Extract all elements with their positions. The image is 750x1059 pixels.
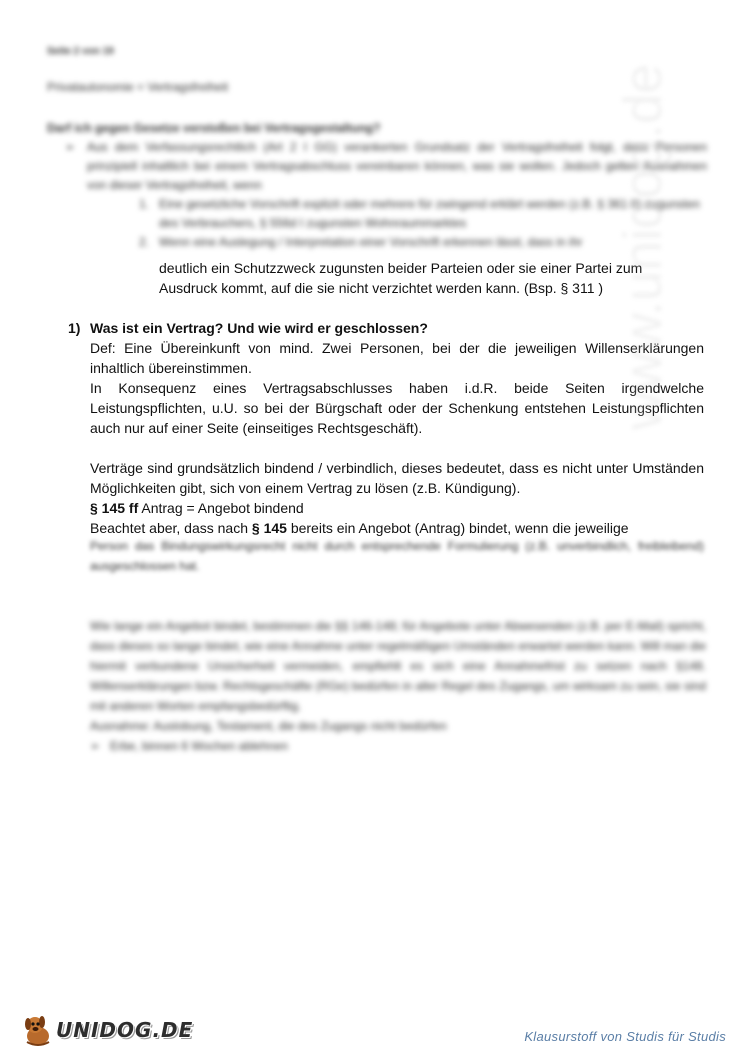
dog-mascot-icon — [22, 1012, 58, 1048]
section-title: Was ist ein Vertrag? Und wie wird er geschlossen? — [90, 320, 428, 336]
page-number: Seite 2 von 19 — [47, 46, 114, 57]
logo-text: UNIDOG.DE — [56, 1018, 194, 1042]
exception-item-2-text: Wenn eine Auslegung / Interpretation einer Vorschrift erkennen lässt, dass in ihr — [159, 235, 583, 249]
beachte-post: bereits ein Angebot (Antrag) bindet, wenn die jeweilige — [286, 520, 629, 536]
arrow-bullet-icon: ➢ — [90, 739, 101, 753]
footer-tagline: Klausurstoff von Studis für Studis — [524, 1029, 726, 1044]
paragraph-145-text: Antrag = Angebot bindend — [138, 500, 304, 516]
section-heading — [68, 318, 704, 338]
continuation-line-2: Ausdruck kommt, auf die sie nicht verzichtet werden kann. (Bsp. § 311 ) — [159, 280, 604, 296]
section-vertrag — [68, 318, 704, 538]
intro-heading: Darf ich gegen Gesetze verstoßen bei Vertragsgestaltung? — [47, 121, 381, 135]
paragraph-145-line — [90, 498, 704, 518]
consequence-paragraph: In Konsequenz eines Vertragsabschlusses haben i.d.R. beide Seiten irgendwelche Leistungspflichten, u.U. so bei der Bürgschaft oder der Schenkung entstehen Leistungspflichten auch nur auf einer Seite (einseitiges Rechtsgeschäft). — [90, 380, 704, 436]
ausnahme-line: Ausnahme: Auslobung, Testament, die des Zugangs nicht bedürfen — [90, 719, 447, 733]
intro-bullet-text: Aus dem Verfassungsrechtlich (Art 2 I GG) verankerten Grundsatz der Vertragsfreiheit folgt, dass Personen prinzipiell inhaltlich bei einem Vertragsabschluss vereinbaren können, was sie wollen. Jedoch gelten Ausnahmen von dieser Vertragsfreiheit, wenn — [87, 140, 707, 192]
erbe-bullet-text: Erbe, binnen 6 Wochen ablehnen — [110, 739, 288, 753]
section-number: 1) — [68, 320, 81, 336]
blurred-continuation: Person das Bindungswirkungsrecht nicht durch entsprechende Formulierung (z.B. unverbindlich, freibleibend) ausgeschlossen hat. — [90, 539, 704, 573]
watermark-text: www.unidog.de — [613, 63, 673, 430]
beachte-ref: § 145 — [251, 520, 287, 536]
definition-paragraph: Def: Eine Übereinkunft von mind. Zwei Personen, bei der die jeweiligen Willenserklärungen inhaltlich übereinstimmen. — [90, 340, 704, 376]
arrow-bullet-icon: ➢ — [65, 140, 76, 154]
document-title: Privatautonomie = Vertragsfreiheit — [47, 80, 229, 94]
exception-item-1-number: 1. — [139, 197, 150, 211]
paragraph-145-ref: § 145 ff — [90, 500, 139, 516]
binding-paragraph: Verträge sind grundsätzlich bindend / verbindlich, dieses bedeutet, dass es nicht unter Umständen Möglichkeiten gibt, sich von einem Vertrag zu lösen (z.B. Kündigung). — [90, 460, 704, 496]
exception-item-2-number: 2. — [139, 235, 150, 249]
erbe-bullet — [90, 736, 706, 756]
continuation-line-1: deutlich ein Schutzzweck zugunsten beider Parteien oder sie einer Partei zum — [159, 260, 643, 276]
angebot-paragraph: Wie lange ein Angebot bindet, bestimmen die §§ 146-148; für Angebote unter Abwesenden (z.B. per E-Mail) spricht, dass dieses so lange bindet, wie eine Annahme unter regelmäßigen Umständen erwartet werden kann. Will man die hiermit verbundene Unsicherheit vermeiden, empfiehlt es sich eine Annahmefrist zu setzen nach §148. Willenserklärungen bzw. Rechtsgeschäfte (RGe) bedürfen in aller Regel des Zugangs, um wirksam zu sein, sie sind mit anderen Worten empfangsbedürftig. — [90, 619, 706, 713]
exception-item-1-text: Eine gesetzliche Vorschrift explizit oder mehrere für zwingend erklärt werden (z.B. § 361 II) zugunsten des Verbrauchers, § 556d I zugunsten Wohnraummarktes — [159, 197, 700, 230]
blurred-lower-block — [90, 616, 706, 756]
unidog-logo[interactable] — [22, 1012, 193, 1048]
beachte-pre: Beachtet aber, dass nach — [90, 520, 252, 536]
beachte-line — [90, 518, 704, 538]
blurred-intro-block — [47, 119, 707, 252]
intro-bullet — [65, 138, 707, 195]
